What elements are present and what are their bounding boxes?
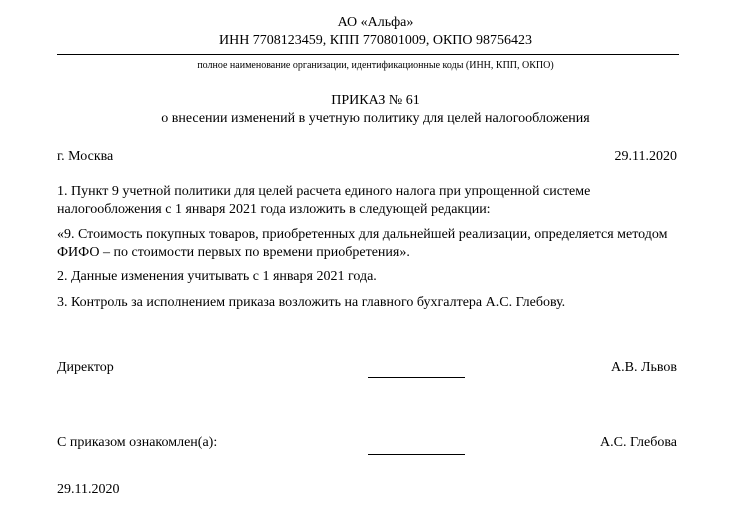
organization-caption: полное наименование организации, идентификационные коды (ИНН, КПП, ОКПО) [197,60,554,71]
paragraph-1 [57,183,682,219]
director-signature-line [368,377,465,378]
acquainted-signature-line [368,454,465,455]
order-date: 29.11.2020 [614,149,677,164]
director-name: А.В. Львов [611,360,677,375]
order-city: г. Москва [57,149,114,164]
acquainted-date: 29.11.2020 [57,482,120,497]
order-title: ПРИКАЗ № 61 [331,93,420,108]
paragraph-2 [57,226,682,262]
organization-name: АО «Альфа» [337,15,414,30]
acquainted-label: С приказом ознакомлен(а): [57,435,218,450]
paragraph-4: 3. Контроль за исполнением приказа возложить на главного бухгалтера А.С. Глебову. [57,295,566,310]
order-subtitle: о внесении изменений в учетную политику для целей налогообложения [161,111,590,126]
director-label: Директор [57,360,114,375]
header-divider [57,54,679,55]
paragraph-2-line-2: ФИФО – по стоимости первых по времени приобретения». [57,245,410,260]
organization-codes: ИНН 7708123459, КПП 770801009, ОКПО 98756423 [218,33,533,48]
paragraph-1-line-1: 1. Пункт 9 учетной политики для целей расчета единого налога при упрощенной системе [57,184,591,199]
acquainted-name: А.С. Глебова [600,435,677,450]
paragraph-3: 2. Данные изменения учитывать с 1 января 2021 года. [57,269,377,284]
paragraph-1-line-2: налогообложения с 1 января 2021 года изложить в следующей редакции: [57,202,491,217]
paragraph-2-line-1: «9. Стоимость покупных товаров, приобретенных для дальнейшей реализации, определяется методом [57,227,668,242]
